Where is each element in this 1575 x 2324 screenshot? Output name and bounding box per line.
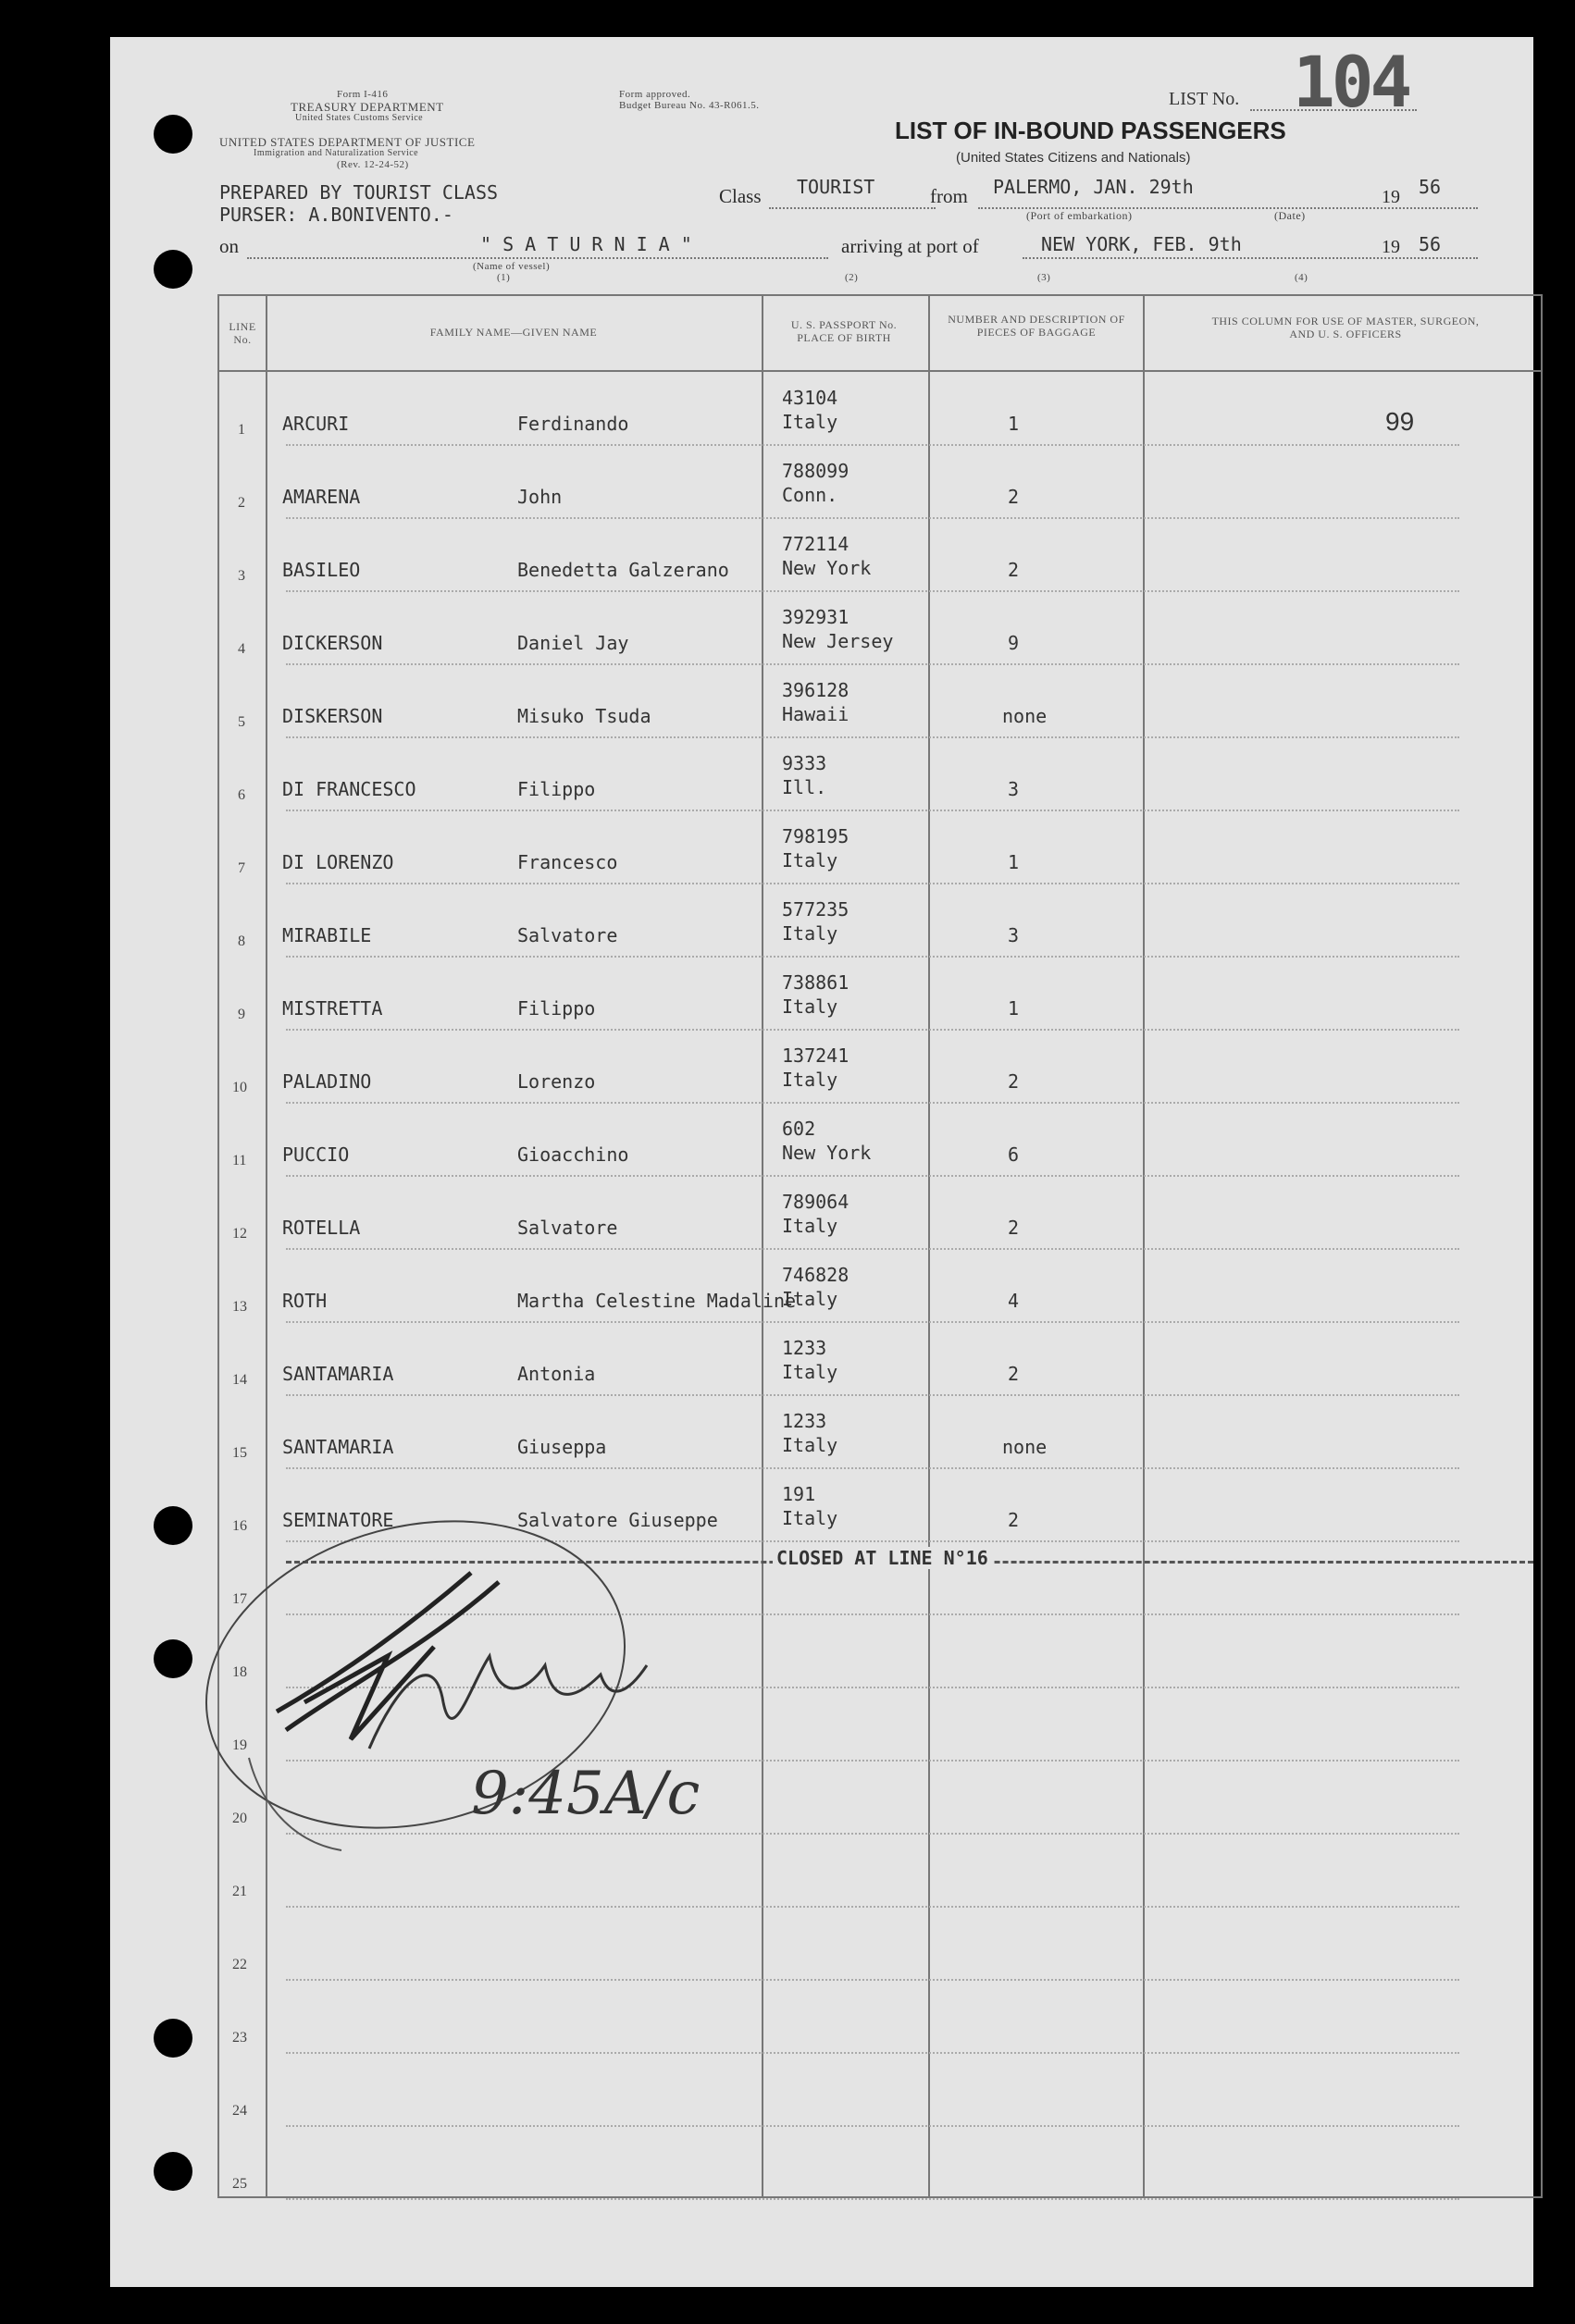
line-number: 8 — [238, 933, 245, 949]
passport-number: 577235 — [782, 898, 850, 921]
line-number: 9 — [238, 1007, 245, 1022]
passport-number: 789064 — [782, 1191, 850, 1213]
baggage-count: 6 — [1008, 1143, 1020, 1166]
baggage-count: 9 — [1008, 632, 1020, 654]
given-name: Martha Celestine Madaline — [517, 1290, 797, 1312]
passport-number: 9333 — [782, 752, 827, 774]
line-number: 7 — [238, 860, 245, 876]
given-name: John — [517, 486, 563, 508]
line-number: 23 — [232, 2030, 247, 2046]
row-divider — [286, 2125, 1459, 2127]
passport-number: 788099 — [782, 460, 850, 482]
baggage-count: 3 — [1008, 778, 1020, 800]
prepared-by: PREPARED BY TOURIST CLASS — [219, 181, 499, 204]
row-divider — [286, 736, 1459, 738]
row-divider — [286, 1175, 1459, 1177]
vessel-caption: (Name of vessel) — [473, 261, 551, 272]
col-baggage: NUMBER AND DESCRIPTION OF PIECES OF BAGGAGE — [948, 313, 1125, 339]
handwritten-signature — [193, 1517, 823, 1869]
line-number: 20 — [232, 1811, 247, 1826]
line-number: 17 — [232, 1591, 247, 1607]
given-name: Misuko Tsuda — [517, 705, 651, 727]
row-divider — [286, 2198, 1459, 2200]
row-divider — [286, 956, 1459, 958]
passport-number: 137241 — [782, 1045, 850, 1067]
class-value: TOURIST — [797, 176, 875, 198]
list-no-label: LIST No. — [1169, 89, 1240, 109]
place-of-birth: Italy — [782, 1288, 838, 1310]
line-number: 10 — [232, 1080, 247, 1095]
line-number: 6 — [238, 787, 245, 803]
family-name: BASILEO — [282, 559, 361, 581]
page-subtitle: (United States Citizens and Nationals) — [956, 150, 1191, 166]
row-divider — [286, 1394, 1459, 1396]
punch-hole — [154, 115, 192, 154]
row-divider — [286, 663, 1459, 665]
caption-3: (3) — [1037, 272, 1051, 283]
passport-number: 392931 — [782, 606, 850, 628]
port-embark-caption: (Port of embarkation) — [1026, 209, 1133, 222]
baggage-count: 1 — [1008, 413, 1020, 435]
col-name: FAMILY NAME—GIVEN NAME — [429, 326, 598, 339]
line-number: 25 — [232, 2176, 247, 2192]
punch-hole — [154, 2019, 192, 2058]
place-of-birth: Italy — [782, 849, 838, 872]
family-name: MIRABILE — [282, 924, 372, 946]
given-name: Salvatore — [517, 1217, 618, 1239]
given-name: Gioacchino — [517, 1143, 629, 1166]
family-name: SANTAMARIA — [282, 1363, 394, 1385]
baggage-count: 1 — [1008, 851, 1020, 873]
row-divider — [286, 883, 1459, 884]
family-name: AMARENA — [282, 486, 361, 508]
passport-number: 43104 — [782, 387, 838, 409]
family-name: PUCCIO — [282, 1143, 350, 1166]
line-number: 19 — [232, 1737, 247, 1753]
caption-4: (4) — [1295, 272, 1308, 283]
place-of-birth: Hawaii — [782, 703, 850, 725]
col-line-no: LINE No. — [229, 320, 256, 346]
baggage-count: 3 — [1008, 924, 1020, 946]
passport-number: 798195 — [782, 825, 850, 847]
place-of-birth: Italy — [782, 1361, 838, 1383]
passport-number: 602 — [782, 1118, 816, 1140]
passport-number: 1233 — [782, 1337, 827, 1359]
family-name: DI FRANCESCO — [282, 778, 416, 800]
place-of-birth: Ill. — [782, 776, 827, 798]
officer-note: 99 — [1385, 407, 1415, 436]
baggage-count: 1 — [1008, 997, 1020, 1020]
given-name: Lorenzo — [517, 1070, 596, 1093]
manifest-page — [110, 37, 1533, 2287]
row-divider — [286, 810, 1459, 811]
given-name: Salvatore Giuseppe — [517, 1509, 718, 1531]
line-number: 12 — [232, 1226, 247, 1242]
line-number: 2 — [238, 495, 245, 511]
punch-hole — [154, 250, 192, 289]
family-name: ARCURI — [282, 413, 350, 435]
row-divider — [286, 1979, 1459, 1981]
form-approved: Form approved. — [619, 89, 691, 100]
line-number: 14 — [232, 1372, 247, 1388]
ins-label: Immigration and Naturalization Service — [254, 148, 419, 158]
line-number: 13 — [232, 1299, 247, 1315]
place-of-birth: Italy — [782, 411, 838, 433]
date-caption: (Date) — [1274, 209, 1306, 222]
arrival-year-prefix: 19 — [1382, 237, 1400, 257]
row-divider — [286, 1321, 1459, 1323]
passport-number: 191 — [782, 1483, 816, 1505]
col-officers: THIS COLUMN FOR USE OF MASTER, SURGEON, AND U. S. OFFICERS — [1211, 315, 1480, 340]
line-number: 11 — [232, 1153, 247, 1168]
family-name: DICKERSON — [282, 632, 383, 654]
arriving-label: arriving at port of — [841, 235, 979, 257]
place-of-birth: New Jersey — [782, 630, 894, 652]
family-name: ROTH — [282, 1290, 328, 1312]
page-title: LIST OF IN-BOUND PASSENGERS — [895, 117, 1286, 144]
passport-number: 746828 — [782, 1264, 850, 1286]
place-of-birth: Italy — [782, 1434, 838, 1456]
row-divider — [286, 444, 1459, 446]
given-name: Ferdinando — [517, 413, 629, 435]
place-of-birth: Italy — [782, 922, 838, 945]
punch-hole — [154, 1506, 192, 1545]
year-prefix: 19 — [1382, 187, 1400, 207]
passport-number: 396128 — [782, 679, 850, 701]
family-name: SEMINATORE — [282, 1509, 394, 1531]
line-number: 15 — [232, 1445, 247, 1461]
row-divider — [286, 1467, 1459, 1469]
baggage-count: 2 — [1008, 1217, 1020, 1239]
class-label: Class — [719, 185, 762, 207]
place-of-birth: Italy — [782, 995, 838, 1018]
treasury-label: TREASURY DEPARTMENT — [291, 100, 444, 114]
list-number: 104 — [1293, 41, 1409, 123]
family-name: MISTRETTA — [282, 997, 383, 1020]
baggage-count: 2 — [1008, 1070, 1020, 1093]
row-divider — [286, 1102, 1459, 1104]
place-of-birth: Conn. — [782, 484, 838, 506]
baggage-count: 2 — [1008, 1509, 1020, 1531]
caption-1: (1) — [497, 272, 511, 283]
revision-label: (Rev. 12-24-52) — [337, 159, 409, 170]
given-name: Filippo — [517, 997, 596, 1020]
from-label: from — [930, 185, 968, 207]
baggage-count: 2 — [1008, 559, 1020, 581]
row-divider — [286, 517, 1459, 519]
line-number: 1 — [238, 422, 245, 438]
baggage-count: 4 — [1008, 1290, 1020, 1312]
closed-at-line: CLOSED AT LINE N°16 — [773, 1547, 992, 1569]
line-number: 22 — [232, 1957, 247, 1972]
family-name: ROTELLA — [282, 1217, 361, 1239]
place-of-birth: New York — [782, 557, 872, 579]
given-name: Giuseppa — [517, 1436, 607, 1458]
on-label: on — [219, 235, 239, 257]
given-name: Salvatore — [517, 924, 618, 946]
family-name: PALADINO — [282, 1070, 372, 1093]
place-of-birth: Italy — [782, 1069, 838, 1091]
place-of-birth: New York — [782, 1142, 872, 1164]
row-divider — [286, 1029, 1459, 1031]
justice-label: UNITED STATES DEPARTMENT OF JUSTICE — [219, 135, 476, 149]
given-name: Daniel Jay — [517, 632, 629, 654]
family-name: DISKERSON — [282, 705, 383, 727]
from-value: PALERMO, JAN. 29th — [993, 176, 1194, 198]
passport-number: 738861 — [782, 971, 850, 994]
vessel-name: " S A T U R N I A " — [480, 233, 692, 255]
family-name: SANTAMARIA — [282, 1436, 394, 1458]
line-number: 24 — [232, 2103, 247, 2119]
baggage-count: 2 — [1008, 486, 1020, 508]
arrival-year-value: 56 — [1419, 233, 1442, 255]
given-name: Filippo — [517, 778, 596, 800]
row-divider — [286, 590, 1459, 592]
purser: PURSER: A.BONIVENTO.- — [219, 204, 453, 226]
col-passport: U. S. PASSPORT No. PLACE OF BIRTH — [790, 318, 898, 344]
handwritten-time: 9:45A/c — [471, 1760, 701, 1828]
given-name: Antonia — [517, 1363, 596, 1385]
given-name: Francesco — [517, 851, 618, 873]
baggage-count: none — [1002, 1436, 1048, 1458]
family-name: DI LORENZO — [282, 851, 394, 873]
punch-hole — [154, 1639, 192, 1678]
baggage-count: none — [1002, 705, 1048, 727]
line-number: 18 — [232, 1664, 247, 1680]
line-number: 3 — [238, 568, 245, 584]
place-of-birth: Italy — [782, 1507, 838, 1529]
baggage-count: 2 — [1008, 1363, 1020, 1385]
customs-label: United States Customs Service — [295, 113, 424, 123]
punch-hole — [154, 2152, 192, 2191]
line-number: 4 — [238, 641, 245, 657]
place-of-birth: Italy — [782, 1215, 838, 1237]
row-divider — [286, 1906, 1459, 1908]
given-name: Benedetta Galzerano — [517, 559, 729, 581]
line-number: 16 — [232, 1518, 247, 1534]
budget-bureau: Budget Bureau No. 43-R061.5. — [619, 100, 760, 111]
arrival-value: NEW YORK, FEB. 9th — [1041, 233, 1242, 255]
caption-2: (2) — [845, 272, 859, 283]
row-divider — [286, 1248, 1459, 1250]
passport-number: 772114 — [782, 533, 850, 555]
line-number: 5 — [238, 714, 245, 730]
line-number: 21 — [232, 1884, 247, 1899]
passport-number: 1233 — [782, 1410, 827, 1432]
year-value: 56 — [1419, 176, 1442, 198]
row-divider — [286, 2052, 1459, 2054]
form-number: Form I-416 — [337, 89, 389, 100]
